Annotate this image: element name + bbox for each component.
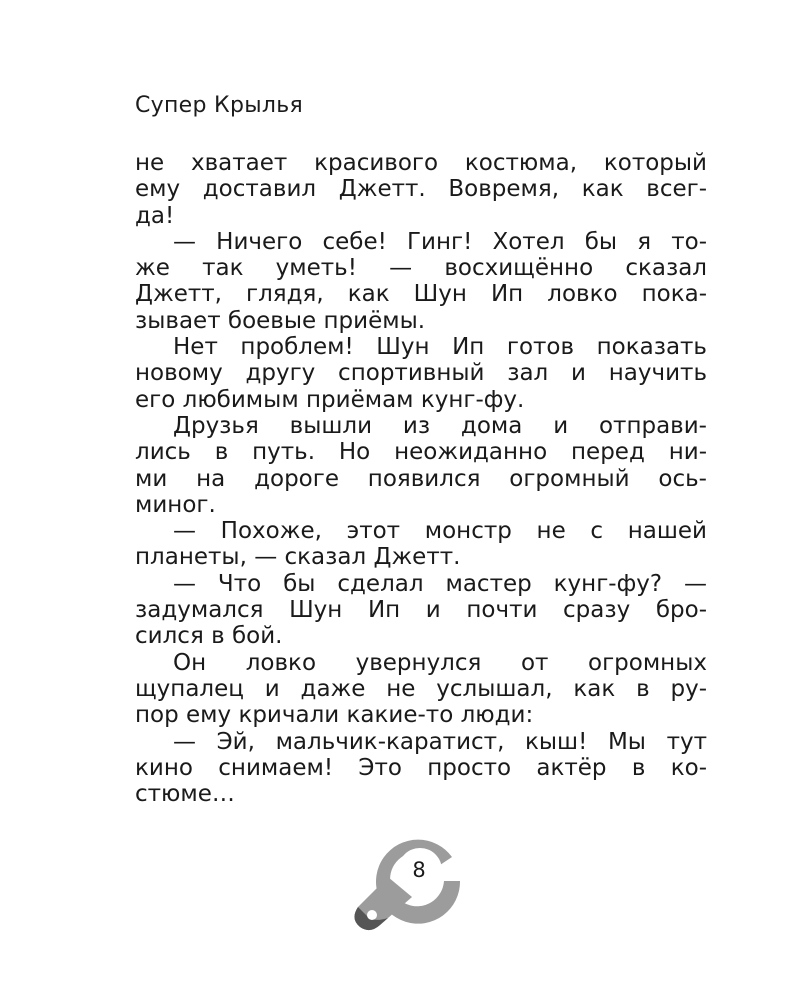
text-line: не хватает красивого костюма, который	[135, 150, 707, 176]
text-line: да!	[135, 202, 175, 229]
text-line: новому другу спортивный зал и научить	[135, 360, 707, 387]
text-line: Друзья вышли из дома и отправи-	[173, 412, 707, 439]
page-number: 8	[412, 858, 426, 882]
text-line: зывает боевые приёмы.	[135, 307, 426, 334]
wrench-icon	[348, 835, 478, 935]
text-line: сился в бой.	[135, 623, 283, 650]
text-line: пор ему кричали какие-то люди:	[135, 702, 534, 729]
text-line: — Эй, мальчик-каратист, кыш! Мы тут	[173, 728, 707, 755]
text-line: миног.	[135, 491, 216, 518]
text-line: Он ловко увернулся от огромных	[173, 649, 707, 676]
text-line: — Похоже, этот монстр не с нашей	[173, 518, 707, 545]
text-line: ми на дороге появился огромный ось-	[135, 465, 707, 492]
text-line: лись в путь. Но неожиданно перед ни-	[135, 439, 707, 466]
text-line: — Что бы сделал мастер кунг-фу? —	[173, 570, 707, 597]
text-line: стюме…	[135, 781, 235, 808]
body-text	[135, 150, 707, 807]
text-line: щупалец и даже не услышал, как в ру-	[135, 675, 707, 702]
text-line: Нет проблем! Шун Ип готов показать	[173, 334, 707, 361]
running-title: Супер Крылья	[135, 93, 304, 118]
text-line: кино снимаем! Это просто актёр в ко-	[135, 754, 707, 781]
text-line: его любимым приёмам кунг-фу.	[135, 386, 525, 413]
text-line: — Ничего себе! Гинг! Хотел бы я то-	[173, 228, 707, 255]
text-line: задумался Шун Ип и почти сразу бро-	[135, 597, 707, 624]
text-line: же так уметь! — восхищённо сказал	[135, 255, 707, 282]
text-line: планеты, — сказал Джетт.	[135, 544, 461, 571]
text-line: Джетт, глядя, как Шун Ип ловко пока-	[135, 281, 707, 308]
text-line: ему доставил Джетт. Вовремя, как всег-	[135, 176, 707, 203]
